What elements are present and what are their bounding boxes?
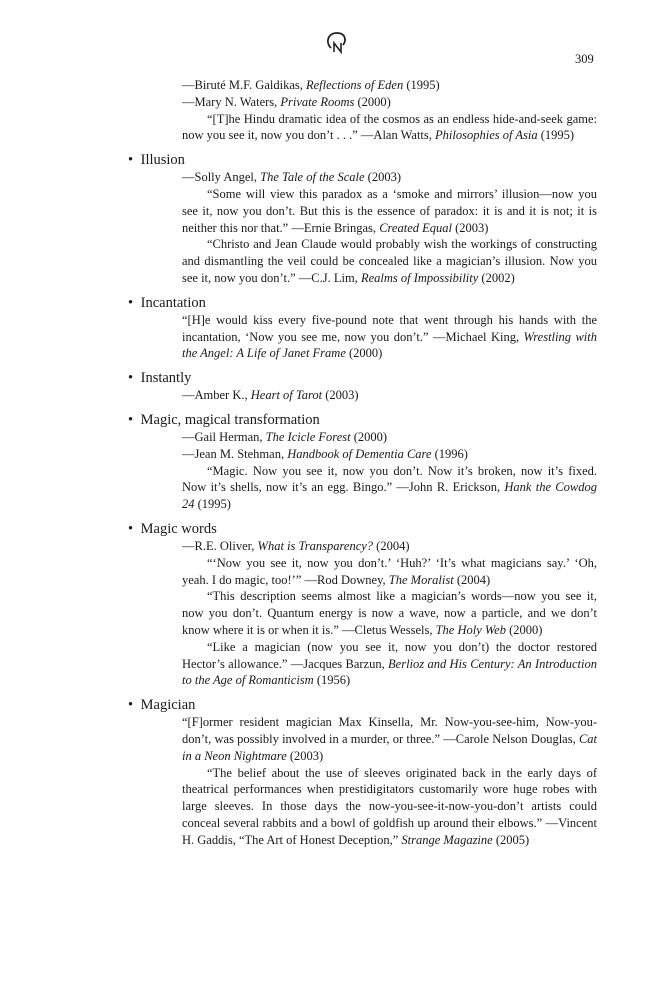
bullet-icon: • (128, 152, 134, 169)
entry-heading (128, 696, 597, 714)
source-title: Realms of Impossibility (360, 270, 479, 285)
citation (128, 387, 597, 404)
page-number: 309 (575, 52, 594, 66)
quotation (128, 111, 597, 145)
source-year: (2000) (345, 346, 383, 361)
source-year: (2000) (505, 622, 543, 637)
citation (128, 94, 597, 111)
source-title: Created Equal (379, 220, 452, 235)
source-year: (1956) (313, 673, 351, 688)
bullet-icon: • (128, 411, 134, 428)
entry-heading-label: Magic, magical transformation (140, 411, 320, 428)
source-year: (2003) (364, 170, 401, 185)
entry-heading (128, 369, 597, 387)
source-year: (2004) (373, 538, 410, 553)
source-year: (2003) (451, 220, 489, 235)
quotation (128, 236, 597, 286)
source-year: (2003) (286, 748, 324, 763)
quote-text: —Mary N. Waters, (182, 94, 281, 109)
source-title: The Icicle Forest (265, 429, 351, 444)
source-year: (2002) (478, 270, 515, 285)
quote-text: —Biruté M.F. Galdikas, (182, 78, 306, 92)
source-title: The Moralist (388, 572, 454, 587)
quote-text: —Amber K., (182, 388, 251, 403)
citation (128, 538, 597, 555)
index-entry (128, 294, 597, 362)
source-year: (2005) (492, 832, 530, 847)
source-title: Private Rooms (280, 94, 355, 109)
source-title: Heart of Tarot (250, 388, 323, 403)
entry-heading-label: Instantly (140, 370, 192, 387)
quote-text: “Some will view this paradox as a ‘smoke and mirrors’ illusion—now you see it, now you don’t. But this is the essence of paradox: it is and it is not; it is neither this nor that.” —Ernie Bringas, (182, 186, 597, 235)
source-title: Philosophies of Asia (435, 128, 538, 143)
quotation (128, 555, 597, 589)
index-entry (128, 411, 597, 513)
source-title: The Tale of the Scale (260, 170, 365, 185)
entry-heading-label: Illusion (140, 152, 185, 169)
source-title: Strange Magazine (401, 832, 493, 847)
quotation (128, 186, 597, 236)
citation (128, 169, 597, 186)
source-title: Handbook of Dementia Care (287, 446, 432, 461)
quote-text: “‘Now you see it, now you don’t.’ ‘Huh?’ ‘It’s what magicians say.’ ‘Oh, yeah. I do magic, too!’” —Rod Downey, (182, 555, 597, 587)
quotation (128, 765, 597, 849)
entry-heading (128, 520, 597, 538)
citation (128, 429, 597, 446)
quote-text: “This description seems almost like a magician’s words—now you see it, now you don’t. Quantum energy is now a wave, now a particle, and we don’t know where it is or when it is.” —Cletus Wessels, (182, 589, 597, 637)
document-body (128, 77, 597, 848)
citation (128, 446, 597, 463)
source-title: Wrestling with the Angel: A Life of Janet Frame (182, 329, 597, 361)
source-title: Berlioz and His Century: An Introduction to the Age of Romanticism (182, 656, 597, 688)
quotation (128, 714, 597, 764)
source-year: (1995) (537, 128, 575, 143)
quote-text: —Gail Herman, (182, 429, 266, 444)
quote-text: “Christo and Jean Claude would probably wish the workings of constructing and dismantling the veil could be concealed like a magician’s illusion. Now you see it, now you don’t.” —C.J. Lim, (182, 237, 597, 285)
source-year: (1995) (403, 78, 440, 92)
quotation (128, 588, 597, 638)
source-year: (1995) (194, 497, 231, 512)
source-year: (2003) (322, 388, 359, 403)
quotation (128, 312, 597, 362)
bullet-icon: • (128, 697, 134, 714)
quotation (128, 639, 597, 689)
index-entry-continued (128, 77, 597, 144)
publisher-logo-icon (322, 28, 352, 58)
source-year: (2000) (354, 94, 391, 109)
entry-heading-label: Magic words (140, 520, 217, 537)
entry-heading-label: Incantation (140, 294, 206, 311)
quote-text: “[H]e would kiss every five-pound note that went through his hands with the incantation, ‘Now you see me, now you don’t.” —Michael King, (182, 312, 597, 344)
source-year: (2004) (453, 572, 491, 587)
quotation (128, 463, 597, 513)
source-title: Reflections of Eden (306, 78, 404, 92)
citation (128, 77, 597, 94)
source-year: (1996) (431, 446, 468, 461)
source-title: The Holy Web (435, 622, 506, 637)
entry-heading (128, 151, 597, 169)
quote-text: “[T]he Hindu dramatic idea of the cosmos as an endless hide-and-seek game: now you see it, now you don’t . . .” —Alan Watts, (182, 111, 597, 143)
quote-text: “The belief about the use of sleeves originated back in the early days of theatrical performances when prestidigitators customarily wore huge robes with large sleeves. In those days the now-you-see-it-now-you-don’t artists could conceal several rabbits and a bowl of goldfish up around their elbows.” —Vincent H. Gaddis, “The Art of Honest Deception,” (182, 765, 597, 847)
entry-heading (128, 411, 597, 429)
source-year: (2000) (350, 429, 388, 444)
entry-heading (128, 294, 597, 312)
quote-text: “Like a magician (now you see it, now you don’t) the doctor restored Hector’s allowance.” —Jacques Barzun, (182, 639, 597, 671)
source-title: Cat in a Neon Nightmare (182, 731, 597, 763)
bullet-icon: • (128, 520, 134, 537)
quote-text: “Magic. Now you see it, now you don’t. Now it’s broken, now it’s fixed. Now it’s shells, now it’s an egg. Bingo.” —John R. Erickson, (182, 463, 597, 495)
index-entry (128, 696, 597, 848)
quote-text: —Jean M. Stehman, (182, 446, 288, 461)
source-title: What is Transparency? (257, 538, 374, 553)
index-entry (128, 369, 597, 404)
bullet-icon: • (128, 294, 134, 311)
entry-heading-label: Magician (140, 697, 196, 714)
index-entry (128, 520, 597, 689)
bullet-icon: • (128, 370, 134, 387)
source-title: Hank the Cowdog 24 (182, 480, 597, 512)
quote-text: —Solly Angel, (182, 170, 261, 185)
quote-text: —R.E. Oliver, (182, 538, 258, 553)
quote-text: “[F]ormer resident magician Max Kinsella, Mr. Now-you-see-him, Now-you-don’t, was possibly involved in a murder, or three.” —Carole Nelson Douglas, (182, 715, 597, 746)
index-entry (128, 151, 597, 287)
